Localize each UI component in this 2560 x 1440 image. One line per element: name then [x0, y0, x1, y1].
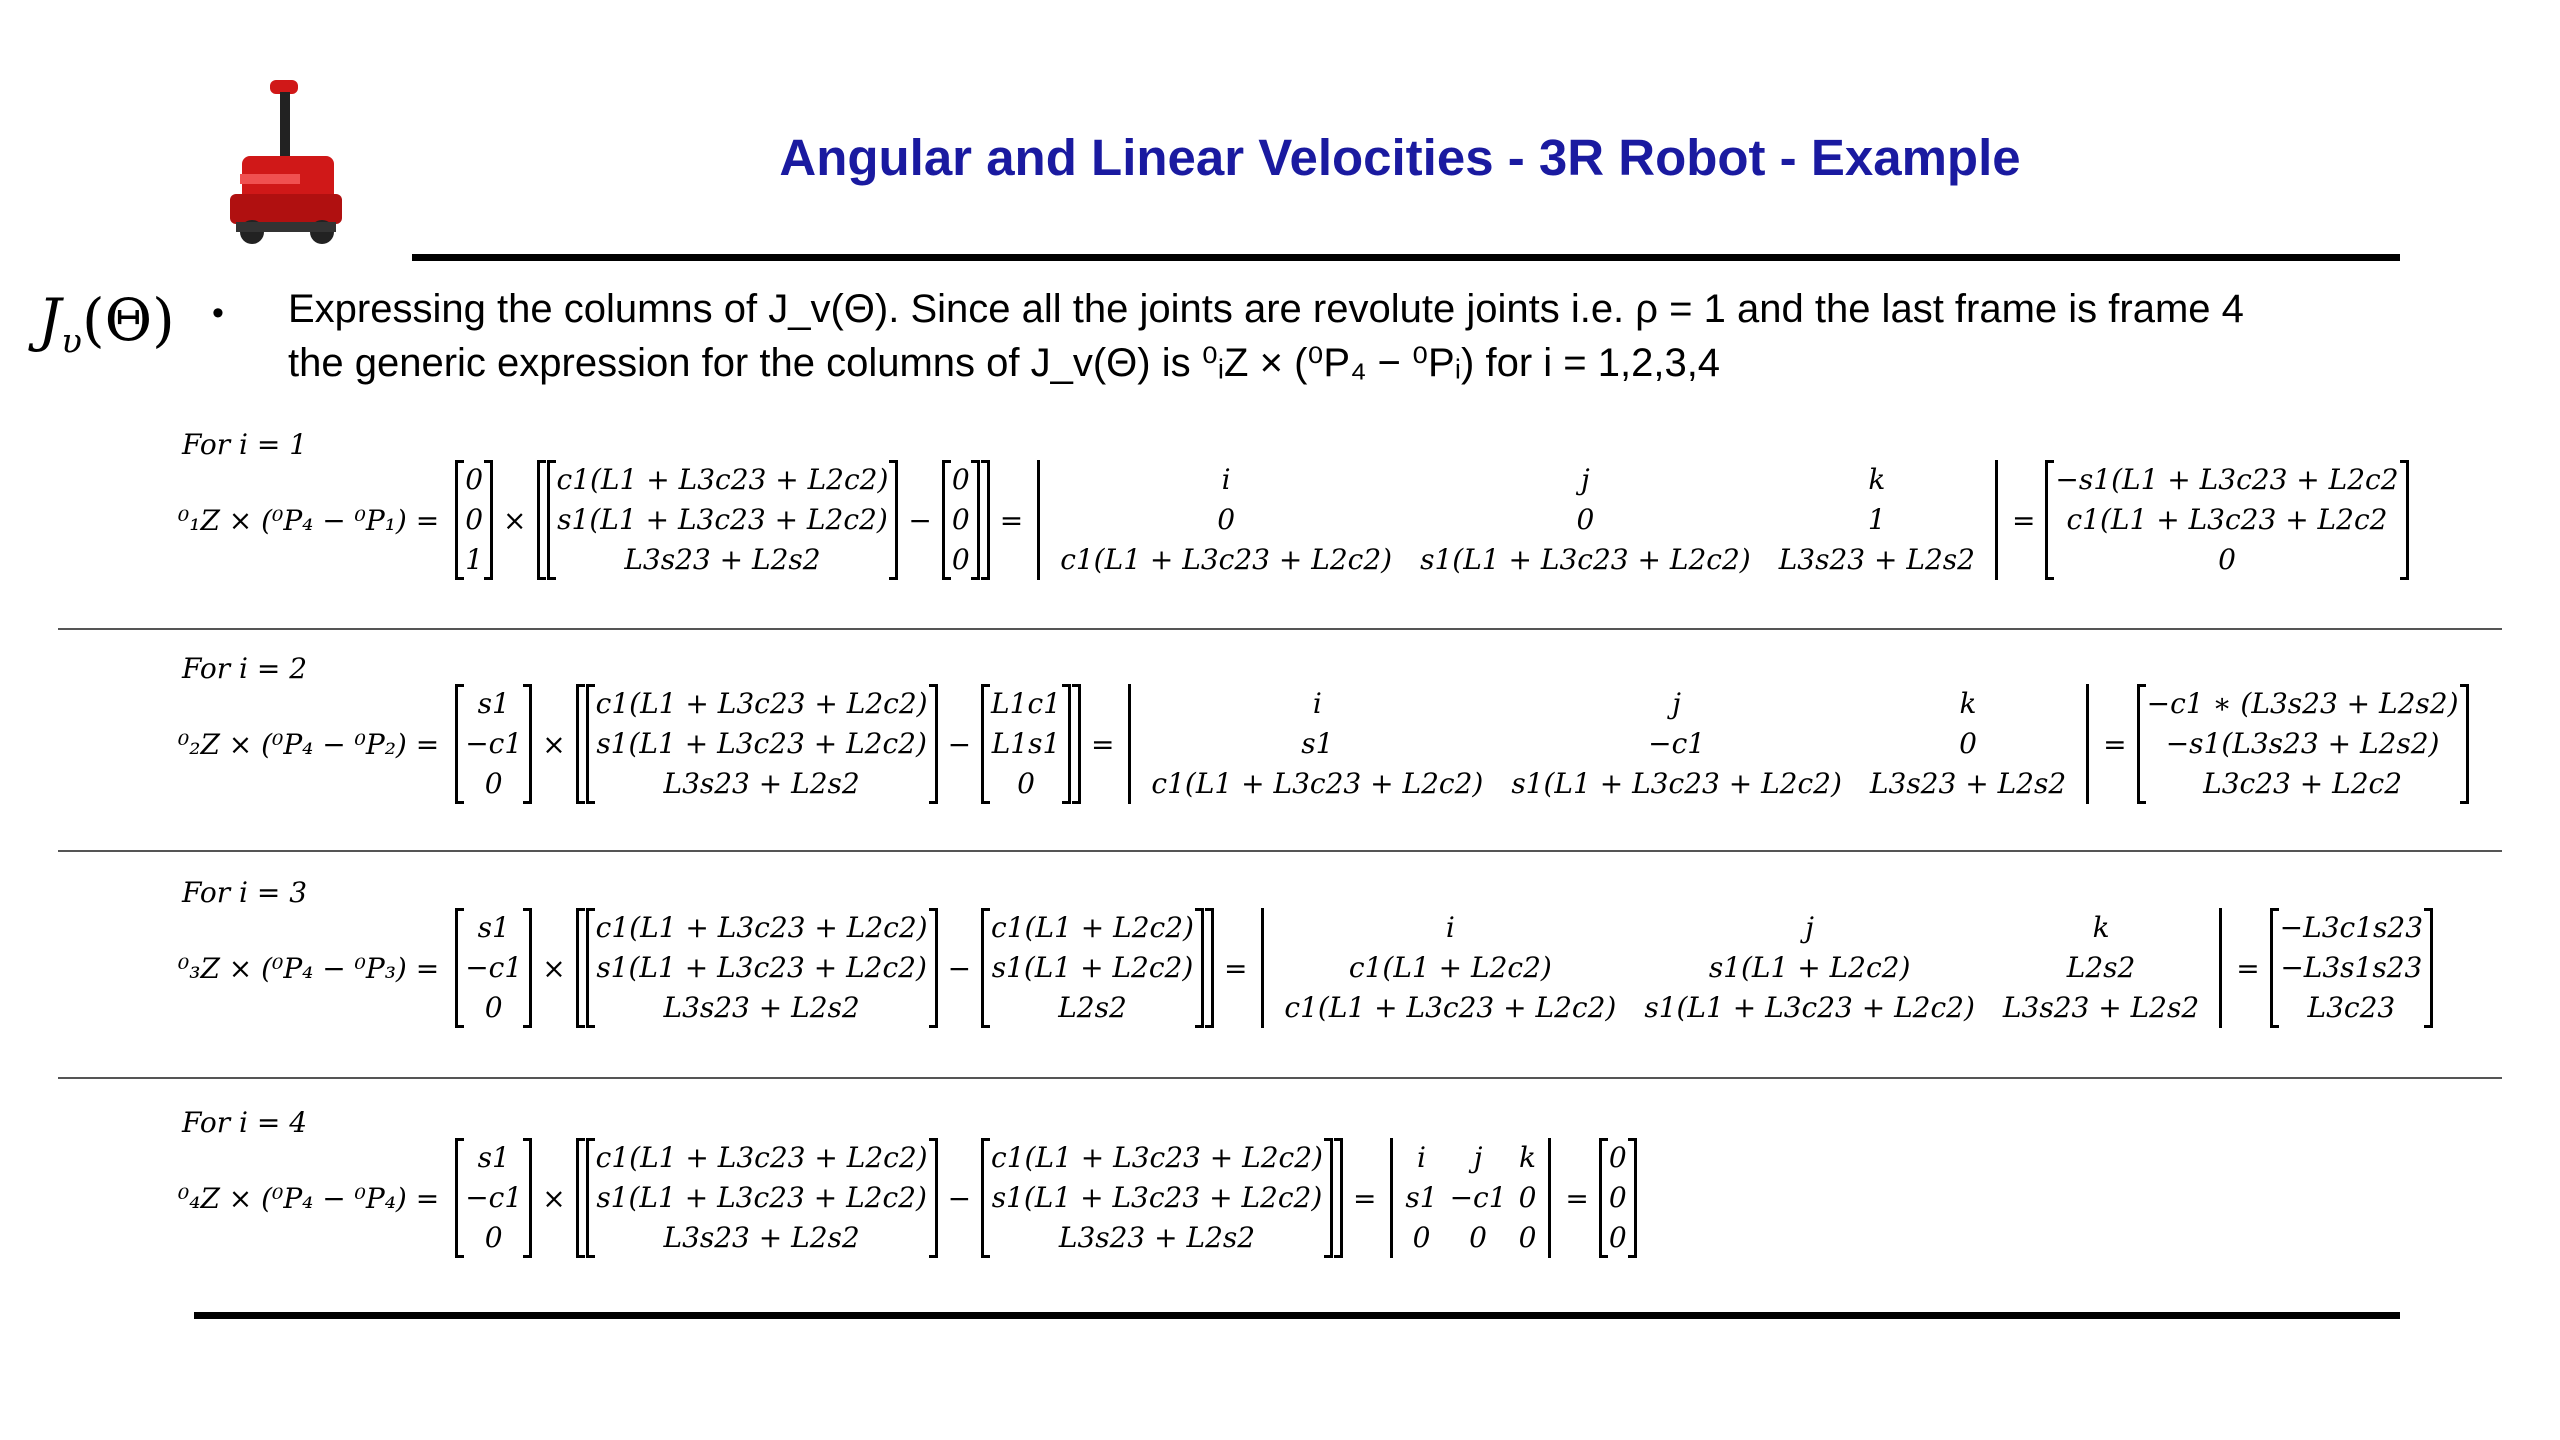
determinant-column — [1989, 908, 2213, 1028]
equation-lhs: ⁰₄Z × (⁰P₄ − ⁰P₄) = — [178, 1181, 440, 1215]
cross-product-determinant — [1037, 460, 1998, 580]
determinant-cell: c1(L1 + L2c2) — [1348, 951, 1552, 984]
determinant-cell: −c1 — [1449, 1181, 1507, 1214]
operator: × — [542, 1181, 566, 1215]
matrix-cell: 0 — [1608, 1181, 1627, 1214]
z-axis-vector — [455, 684, 532, 804]
p4-vector — [586, 908, 938, 1028]
matrix-cell: s1 — [477, 911, 510, 944]
matrix-cell: c1(L1 + L3c23 + L2c2) — [595, 687, 928, 720]
determinant-column — [1513, 1138, 1543, 1258]
operator: × — [542, 951, 566, 985]
determinant-cell: s1 — [1301, 727, 1334, 760]
matrix-cell: L3s23 + L2s2 — [1058, 1221, 1256, 1254]
determinant-cell: 0 — [1518, 1221, 1537, 1254]
determinant-cell: 0 — [1959, 727, 1977, 760]
matrix-cell: c1(L1 + L3c23 + L2c2 — [2066, 503, 2388, 536]
determinant-cell: 1 — [1867, 503, 1886, 536]
matrix-cell: s1 — [477, 687, 510, 720]
matrix-cell: c1(L1 + L3c23 + L2c2) — [991, 1141, 1323, 1174]
matrix-cell: 0 — [484, 767, 503, 800]
determinant-cell: s1(L1 + L3c23 + L2c2) — [1420, 543, 1751, 576]
operator: = — [999, 503, 1024, 537]
matrix-cell: 0 — [951, 543, 970, 576]
result-vector — [1599, 1138, 1637, 1258]
determinant-cell: 0 — [1412, 1221, 1431, 1254]
matrix-cell: c1(L1 + L2c2) — [991, 911, 1194, 944]
equation-row — [178, 684, 2471, 804]
operator: − — [947, 951, 972, 985]
matrix-cell: −c1 — [465, 1181, 523, 1214]
operator: = — [1090, 727, 1115, 761]
equation-row — [178, 908, 2435, 1028]
equation-row — [178, 460, 2411, 580]
matrix-cell: 0 — [2218, 543, 2236, 576]
bullet-dot: • — [212, 294, 224, 332]
determinant-cell: j — [1473, 1141, 1483, 1174]
determinant-column — [1765, 460, 1989, 580]
p4-vector — [547, 460, 899, 580]
matrix-cell: −L3s1s23 — [2280, 951, 2423, 984]
matrix-cell: s1(L1 + L2c2) — [991, 951, 1194, 984]
determinant-cell: k — [1518, 1141, 1536, 1174]
operator: × — [542, 727, 566, 761]
matrix-cell: L1s1 — [991, 727, 1061, 760]
determinant-column — [1406, 460, 1765, 580]
determinant-column — [1630, 908, 1989, 1028]
determinant-cell: i — [1221, 463, 1231, 496]
determinant-column — [1137, 684, 1497, 804]
determinant-cell: s1(L1 + L3c23 + L2c2) — [1644, 991, 1975, 1024]
matrix-cell: L2s2 — [1058, 991, 1127, 1024]
matrix-cell: 0 — [1608, 1141, 1627, 1174]
determinant-cell: j — [1805, 911, 1814, 944]
determinant-cell: L3s23 + L2s2 — [1869, 767, 2067, 800]
bullet-line-1: Expressing the columns of J_v(Θ). Since all the joints are revolute joints i.e. ρ = 1 and the last frame is frame 4 — [288, 287, 2244, 331]
determinant-cell: i — [1417, 1141, 1426, 1174]
cross-product-determinant — [1390, 1138, 1551, 1258]
determinant-column — [1444, 1138, 1513, 1258]
matrix-cell: 0 — [465, 503, 484, 536]
determinant-cell: i — [1445, 911, 1455, 944]
matrix-cell: c1(L1 + L3c23 + L2c2) — [595, 1141, 928, 1174]
matrix-cell: −c1 — [465, 727, 523, 760]
matrix-cell: s1(L1 + L3c23 + L2c2) — [596, 951, 927, 984]
operator: = — [1352, 1181, 1377, 1215]
matrix-cell: c1(L1 + L3c23 + L2c2) — [556, 463, 889, 496]
matrix-cell: c1(L1 + L3c23 + L2c2) — [595, 911, 928, 944]
determinant-cell: j — [1581, 463, 1590, 496]
row-separator — [58, 850, 2502, 852]
pi-vector — [981, 684, 1071, 804]
matrix-cell: −s1(L3s23 + L2s2) — [2165, 727, 2440, 760]
matrix-cell: 0 — [951, 503, 970, 536]
determinant-column — [1270, 908, 1630, 1028]
p4-vector — [586, 684, 938, 804]
matrix-cell: s1(L1 + L3c23 + L2c2) — [557, 503, 888, 536]
matrix-cell: 0 — [1017, 767, 1035, 800]
result-vector — [2137, 684, 2469, 804]
matrix-cell: L3c23 + L2c2 — [2203, 767, 2403, 800]
determinant-cell: 0 — [1518, 1181, 1537, 1214]
matrix-cell: s1(L1 + L3c23 + L2c2) — [596, 1181, 927, 1214]
matrix-cell: s1(L1 + L3c23 + L2c2) — [991, 1181, 1323, 1214]
matrix-cell: L3s23 + L2s2 — [663, 991, 860, 1024]
equation-lhs: ⁰₃Z × (⁰P₄ − ⁰P₃) = — [178, 951, 440, 985]
for-label: For i = 4 — [182, 1106, 308, 1139]
determinant-column — [1497, 684, 1856, 804]
matrix-cell: 1 — [465, 543, 484, 576]
operator: − — [947, 1181, 972, 1215]
determinant-cell: k — [1868, 463, 1886, 496]
determinant-cell: 0 — [1469, 1221, 1487, 1254]
determinant-cell: c1(L1 + L3c23 + L2c2) — [1060, 543, 1393, 576]
p4-vector — [586, 1138, 938, 1258]
difference-bracket — [576, 908, 1214, 1028]
matrix-cell: 0 — [484, 1221, 503, 1254]
determinant-cell: k — [1959, 687, 1977, 720]
determinant-cell: 0 — [1217, 503, 1236, 536]
matrix-cell: L3c23 — [2307, 991, 2396, 1024]
matrix-cell: s1(L1 + L3c23 + L2c2) — [596, 727, 927, 760]
result-vector — [2270, 908, 2433, 1028]
title-underline — [412, 254, 2400, 261]
cross-product-determinant — [1128, 684, 2089, 804]
matrix-cell: L1c1 — [991, 687, 1061, 720]
matrix-cell: −c1 ∗ (L3s23 + L2s2) — [2146, 687, 2459, 720]
pi-vector — [942, 460, 980, 580]
result-vector — [2045, 460, 2408, 580]
z-axis-vector — [455, 460, 493, 580]
operator: − — [947, 727, 972, 761]
operator: = — [1223, 951, 1248, 985]
determinant-cell: c1(L1 + L3c23 + L2c2) — [1284, 991, 1617, 1024]
bullet-line-2: the generic expression for the columns of J_v(Θ) is ⁰ᵢZ × (⁰P₄ − ⁰Pᵢ) for i = 1,2,3,4 — [288, 341, 1721, 385]
determinant-cell: i — [1312, 687, 1322, 720]
operator: × — [503, 503, 527, 537]
operator: = — [2236, 951, 2260, 985]
for-label: For i = 3 — [182, 876, 308, 909]
bottom-rule — [194, 1312, 2400, 1319]
determinant-cell: −c1 — [1648, 727, 1706, 760]
for-label: For i = 1 — [182, 428, 308, 461]
matrix-cell: −s1(L1 + L3c23 + L2c2 — [2055, 463, 2399, 496]
z-axis-vector — [455, 1138, 532, 1258]
matrix-cell: 0 — [1608, 1221, 1627, 1254]
matrix-cell: s1 — [477, 1141, 510, 1174]
difference-bracket — [576, 684, 1081, 804]
determinant-cell: s1 — [1405, 1181, 1438, 1214]
determinant-cell: L3s23 + L2s2 — [2002, 991, 2200, 1024]
equation-row — [178, 1138, 1639, 1258]
row-separator — [58, 1077, 2502, 1079]
z-axis-vector — [455, 908, 532, 1028]
matrix-cell: 0 — [465, 463, 484, 496]
determinant-cell: L2s2 — [2066, 951, 2136, 984]
matrix-cell: L3s23 + L2s2 — [663, 1221, 860, 1254]
difference-bracket — [537, 460, 990, 580]
page-title: Angular and Linear Velocities - 3R Robot - Example — [779, 129, 2021, 186]
determinant-cell: k — [2092, 911, 2110, 944]
determinant-cell: j — [1672, 687, 1681, 720]
operator: − — [908, 503, 932, 537]
equation-lhs: ⁰₂Z × (⁰P₄ − ⁰P₂) = — [178, 727, 440, 761]
equation-lhs: ⁰₁Z × (⁰P₄ − ⁰P₁) = — [178, 503, 440, 537]
determinant-cell: L3s23 + L2s2 — [1778, 543, 1975, 576]
matrix-cell: −L3c1s23 — [2279, 911, 2424, 944]
row-separator — [58, 628, 2502, 630]
determinant-cell: s1(L1 + L3c23 + L2c2) — [1511, 767, 1842, 800]
matrix-cell: 0 — [484, 991, 503, 1024]
determinant-column — [1856, 684, 2080, 804]
for-label: For i = 2 — [182, 652, 308, 685]
difference-bracket — [576, 1138, 1343, 1258]
determinant-cell: s1(L1 + L2c2) — [1708, 951, 1911, 984]
bullet-text — [288, 282, 2528, 390]
operator: = — [1565, 1181, 1589, 1215]
side-label: $J_\upsilon(\Theta)$ — [38, 286, 175, 362]
matrix-cell: L3s23 + L2s2 — [663, 767, 860, 800]
determinant-column — [1399, 1138, 1443, 1258]
pi-vector — [981, 908, 1204, 1028]
operator: = — [2011, 503, 2036, 537]
determinant-cell: c1(L1 + L3c23 + L2c2) — [1151, 767, 1484, 800]
matrix-cell: 0 — [951, 463, 970, 496]
pi-vector — [981, 1138, 1333, 1258]
determinant-column — [1046, 460, 1406, 580]
matrix-cell: −c1 — [465, 951, 523, 984]
matrix-cell: L3s23 + L2s2 — [624, 543, 821, 576]
operator: = — [2103, 727, 2127, 761]
determinant-cell: 0 — [1576, 503, 1595, 536]
cross-product-determinant — [1261, 908, 2222, 1028]
